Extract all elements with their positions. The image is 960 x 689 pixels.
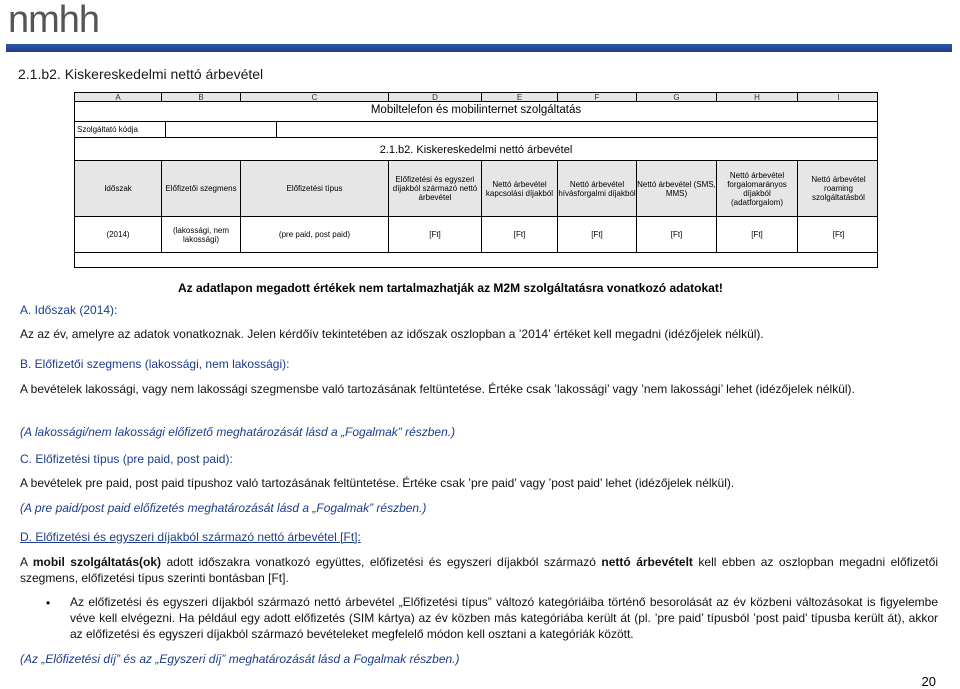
column-unit-4: [Ft]: [482, 217, 558, 252]
column-header-8: Nettó árbevétel roaming szolgáltatásból: [811, 175, 866, 202]
column-unit-2: (pre paid, post paid): [241, 217, 389, 252]
logo-text: nmhh: [8, 0, 100, 40]
column-header-3: Előfizetési és egyszeri díjakból származó nettó árbevétel: [389, 161, 482, 216]
column-letter-6: G: [637, 93, 717, 101]
column-letter-8: I: [837, 92, 840, 102]
column-unit-3: [Ft]: [389, 217, 482, 252]
column-header-row: [75, 161, 877, 217]
column-unit-5: [Ft]: [558, 217, 637, 252]
section-d-heading: D. Előfizetési és egyszeri díjakból származó nettó árbevétel [Ft]:: [20, 530, 361, 544]
column-unit-8: [Ft]: [832, 230, 845, 239]
column-header-6: Nettó árbevétel (SMS, MMS): [637, 161, 717, 216]
column-unit-0: (2014): [75, 217, 162, 252]
column-letter-5: F: [558, 93, 637, 101]
column-letter-3: D: [389, 93, 482, 101]
column-letter-0: A: [75, 93, 162, 101]
provider-code-input[interactable]: [165, 122, 277, 137]
nmhh-logo: [4, 0, 134, 40]
unit-row: [75, 217, 877, 253]
column-header-2: Előfizetési típus: [241, 161, 389, 216]
column-letter-4: E: [482, 93, 558, 101]
page-number: 20: [921, 674, 936, 689]
section-a-heading: A. Időszak (2014):: [20, 303, 118, 317]
section-d-bullet-text: Az előfizetési és egyszeri díjakból származó nettó árbevétel „Előfizetési típus” változó kategóriáiba történő besorolását az év közbeni változásokat is figyelembe véve kell elvégezni. Ha például egy adott előfizetés (SIM kártya) az év közben más kategóriába került át (pl. ’pre paid’ típusból ’post paid’ típusba került át), akkor az előfizetési és egyszeri díjakból származó bevételeket megfelelő módon kell osztani a kategóriák között.: [70, 595, 938, 641]
column-header-5: Nettó árbevétel hívásforgalmi díjakból: [558, 161, 637, 216]
column-letter-2: C: [241, 93, 389, 101]
section-b-text: A bevételek lakossági, vagy nem lakossági szegmensbe való tartozásának feltüntetése. Értéke csak ’lakossági’ vagy ’nem lakossági’ lehet (idézőjelek nélkül).: [20, 382, 855, 396]
bullet-icon: •: [46, 596, 51, 610]
table-subtitle: 2.1.b2. Kiskereskedelmi nettó árbevétel: [379, 144, 573, 156]
column-header-7: Nettó árbevétel forgalomarányos díjakból (adatforgalom): [717, 161, 798, 216]
column-letter-1: B: [162, 93, 241, 101]
table-subtitle-row: [75, 138, 877, 161]
data-table: [74, 92, 878, 268]
column-letter-row: [75, 93, 877, 102]
header-bar: [6, 44, 952, 52]
section-title: 2.1.b2. Kiskereskedelmi nettó árbevétel: [18, 66, 264, 82]
provider-code-row: [75, 122, 877, 138]
m2m-note: Az adatlapon megadott értékek nem tartalmazhatják az M2M szolgáltatásra vonatkozó adatokat!: [178, 281, 723, 295]
service-title-row: [75, 102, 877, 122]
service-title: Mobiltelefon és mobilinternet szolgáltatás: [370, 104, 582, 116]
column-header-1: Előfizetői szegmens: [162, 161, 241, 216]
section-d-text: A mobil szolgáltatás(ok) adott időszakra vonatkozó együttes, előfizetési és egyszeri díjakból származó nettó árbevételt kell ebben az oszlopban megadni előfizetői szegmens, előfizetési típus szerinti bontásban [Ft].: [20, 555, 938, 585]
column-header-0: Időszak: [75, 161, 162, 216]
column-unit-6: [Ft]: [637, 217, 717, 252]
section-b-reference: (A lakossági/nem lakossági előfizető meghatározását lásd a „Fogalmak” részben.): [20, 425, 456, 439]
section-b-heading: B. Előfizetői szegmens (lakossági, nem lakossági):: [20, 357, 290, 371]
section-d-reference: (Az „Előfizetési díj” és az „Egyszeri díj” meghatározását lásd a Fogalmak részben.): [20, 652, 460, 666]
section-c-heading: C. Előfizetési típus (pre paid, post paid):: [20, 452, 233, 466]
column-header-4: Nettó árbevétel kapcsolási díjakból: [482, 161, 558, 216]
column-letter-7: H: [717, 93, 798, 101]
column-unit-1: (lakossági, nem lakossági): [162, 217, 241, 252]
section-a-text: Az az év, amelyre az adatok vonatkoznak. Jelen kérdőív tekintetében az időszak oszlopban a ’2014’ értéket kell megadni (idézőjelek nélkül).: [20, 327, 764, 341]
column-unit-7: [Ft]: [717, 217, 798, 252]
empty-row: [75, 253, 877, 267]
section-c-reference: (A pre paid/post paid előfizetés meghatározását lásd a „Fogalmak” részben.): [20, 501, 427, 515]
section-c-text: A bevételek pre paid, post paid típushoz való tartozásának feltüntetése. Értéke csak ’pre paid’ vagy ’post paid’ lehet (idézőjelek nélkül).: [20, 476, 735, 490]
provider-code-label: Szolgáltató kódja: [77, 125, 138, 134]
